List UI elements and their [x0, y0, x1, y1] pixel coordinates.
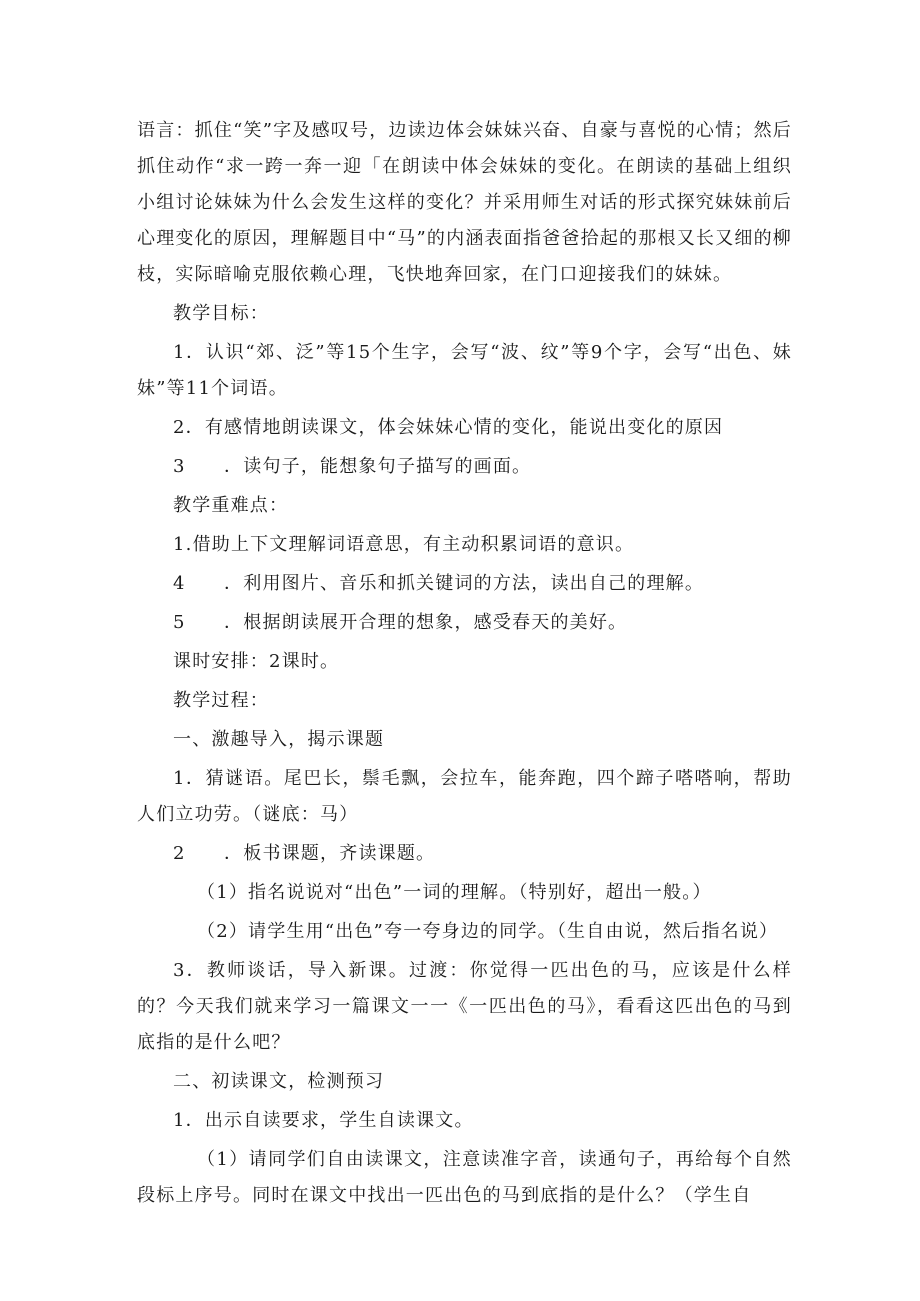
- key-point-4: 4 ．利用图片、音乐和抓关键词的方法，读出自己的理解。: [173, 573, 705, 594]
- step-riddle: 1．猜谜语。尾巴长，鬃毛飘，会拉车，能奔跑，四个蹄子嗒嗒响，帮助人们立功劳。（谜底：马）: [137, 768, 792, 825]
- heading-key-points: 教学重难点：: [173, 495, 289, 516]
- key-point-5: 5 ．根据朗读展开合理的想象，感受春天的美好。: [173, 612, 628, 633]
- goal-item-3: 3 ．读句子，能想象句子描写的画面。: [173, 456, 532, 477]
- goal-item-2: 2．有感情地朗读课文，体会妹妹心情的变化，能说出变化的原因: [173, 417, 724, 438]
- sub-step-2: （2）请学生用“出色”夸一夸身边的同学。（生自由说，然后指名说）: [197, 921, 779, 942]
- goal-item-1: 1．认识“郊、泛”等15个生字，会写“波、纹”等9个字，会写“出色、妹妹”等11个词语。: [137, 342, 792, 399]
- document-body: [137, 113, 792, 1214]
- step-self-reading: 1．出示自读要求，学生自读课文。: [173, 1110, 474, 1131]
- step-teacher-talk: 3．教师谈话，导入新课。过渡：你觉得一匹出色的马，应该是什么样的？今天我们就来学习一篇课文一一《一匹出色的马》，看看这匹出色的马到底指的是什么吧？: [137, 960, 792, 1053]
- sub-step-1: （1）指名说说对“出色”一词的理解。（特别好，超出一般。）: [197, 882, 712, 903]
- paragraph-intro: 语言：抓住“笑”字及感叹号，边读边体会妹妹兴奋、自豪与喜悦的心情；然后抓住动作“求一跨一奔一迎「在朗读中体会妹妹的变化。在朗读的基础上组织小组讨论妹妹为什么会发生这样的变化？并采用师生对话的形式探究妹妹前后心理变化的原因，理解题目中“马”的内涵表面指爸爸拾起的那根又长又细的柳枝，实际暗喻克服依赖心理，飞快地奔回家，在门口迎接我们的妹妹。: [137, 120, 792, 285]
- section-2-title: 二、初读课文，检测预习: [173, 1071, 385, 1092]
- heading-teaching-goals: 教学目标：: [173, 303, 269, 324]
- heading-teaching-process: 教学过程：: [173, 690, 269, 711]
- step-board-title: 2 ．板书课题，齐读课题。: [173, 843, 436, 864]
- lesson-schedule: 课时安排：2课时。: [173, 651, 340, 672]
- section-1-title: 一、激趣导入，揭示课题: [173, 729, 385, 750]
- key-point-1: 1.借助上下文理解词语意思，有主动积累词语的意识。: [173, 534, 635, 555]
- sub-step-reading-1: （1）请同学们自由读课文，注意读准字音，读通句子，再给每个自然段标上序号。同时在课文中找出一匹出色的马到底指的是什么？（学生自: [137, 1149, 792, 1206]
